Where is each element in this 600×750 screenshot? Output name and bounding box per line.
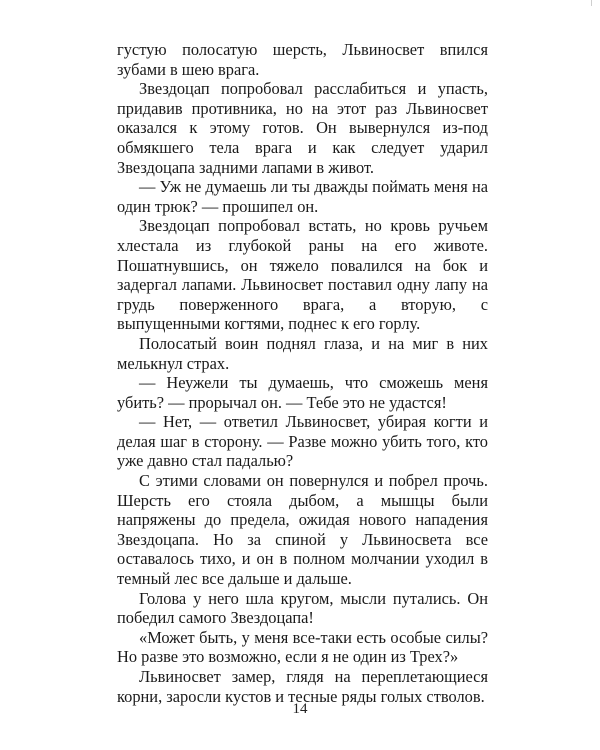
- paragraph-9: Голова у него шла кругом, мысли путались. Он победил самого Звездоцапа!: [117, 588, 488, 628]
- paragraph-10: «Может быть, у меня все-таки есть особые силы? Но разве это возможно, если я не один из Трех?»: [117, 627, 488, 667]
- paragraph-5: Полосатый воин поднял глаза, и на миг в них мелькнул страх.: [117, 333, 488, 373]
- paragraph-6: — Неужели ты думаешь, что сможешь меня убить? — прорычал он. — Тебе это не удастся!: [117, 373, 488, 412]
- paragraph-4: Звездоцап попробовал встать, но кровь ручьем хлестала из глубокой раны на его животе. Пошатнувшись, он тяжело повалился на бок и задергал лапами. Львиносвет поставил одну лапу на грудь поверженного врага, а вторую, с выпущенными когтями, поднес к его горлу.: [117, 216, 488, 334]
- page-number: 14: [292, 701, 308, 717]
- paragraph-11: Львиносвет замер, глядя на переплетающиеся корни, заросли кустов и тесные ряды голых стволов.: [117, 667, 488, 706]
- paragraph-2: Звездоцап попробовал расслабиться и упасть, придавив противника, но на этот раз Львиносвет оказался к этому готов. Он вывернулся из-под обмякшего тела врага и как следует ударил Звездоцапа задними лапами в живот.: [117, 79, 488, 177]
- paragraph-8: С этими словами он повернулся и побрел прочь. Шерсть его стояла дыбом, а мышцы были напряжены до предела, ожидая нового нападения Звездоцапа. Но за спиной у Львиносвета все оставалось тихо, и он в полном молчании уходил в темный лес все дальше и дальше.: [117, 471, 488, 589]
- body-text: [117, 40, 488, 706]
- page-edge-mark: [591, 0, 592, 6]
- paragraph-7: — Нет, — ответил Львиносвет, убирая когти и делая шаг в сторону. — Разве можно убить того, кто уже давно стал падалью?: [117, 412, 488, 471]
- paragraph-1: густую полосатую шерсть, Львиносвет впился зубами в шею врага.: [117, 40, 488, 79]
- paragraph-3: — Уж не думаешь ли ты дважды поймать меня на один трюк? — прошипел он.: [117, 177, 488, 216]
